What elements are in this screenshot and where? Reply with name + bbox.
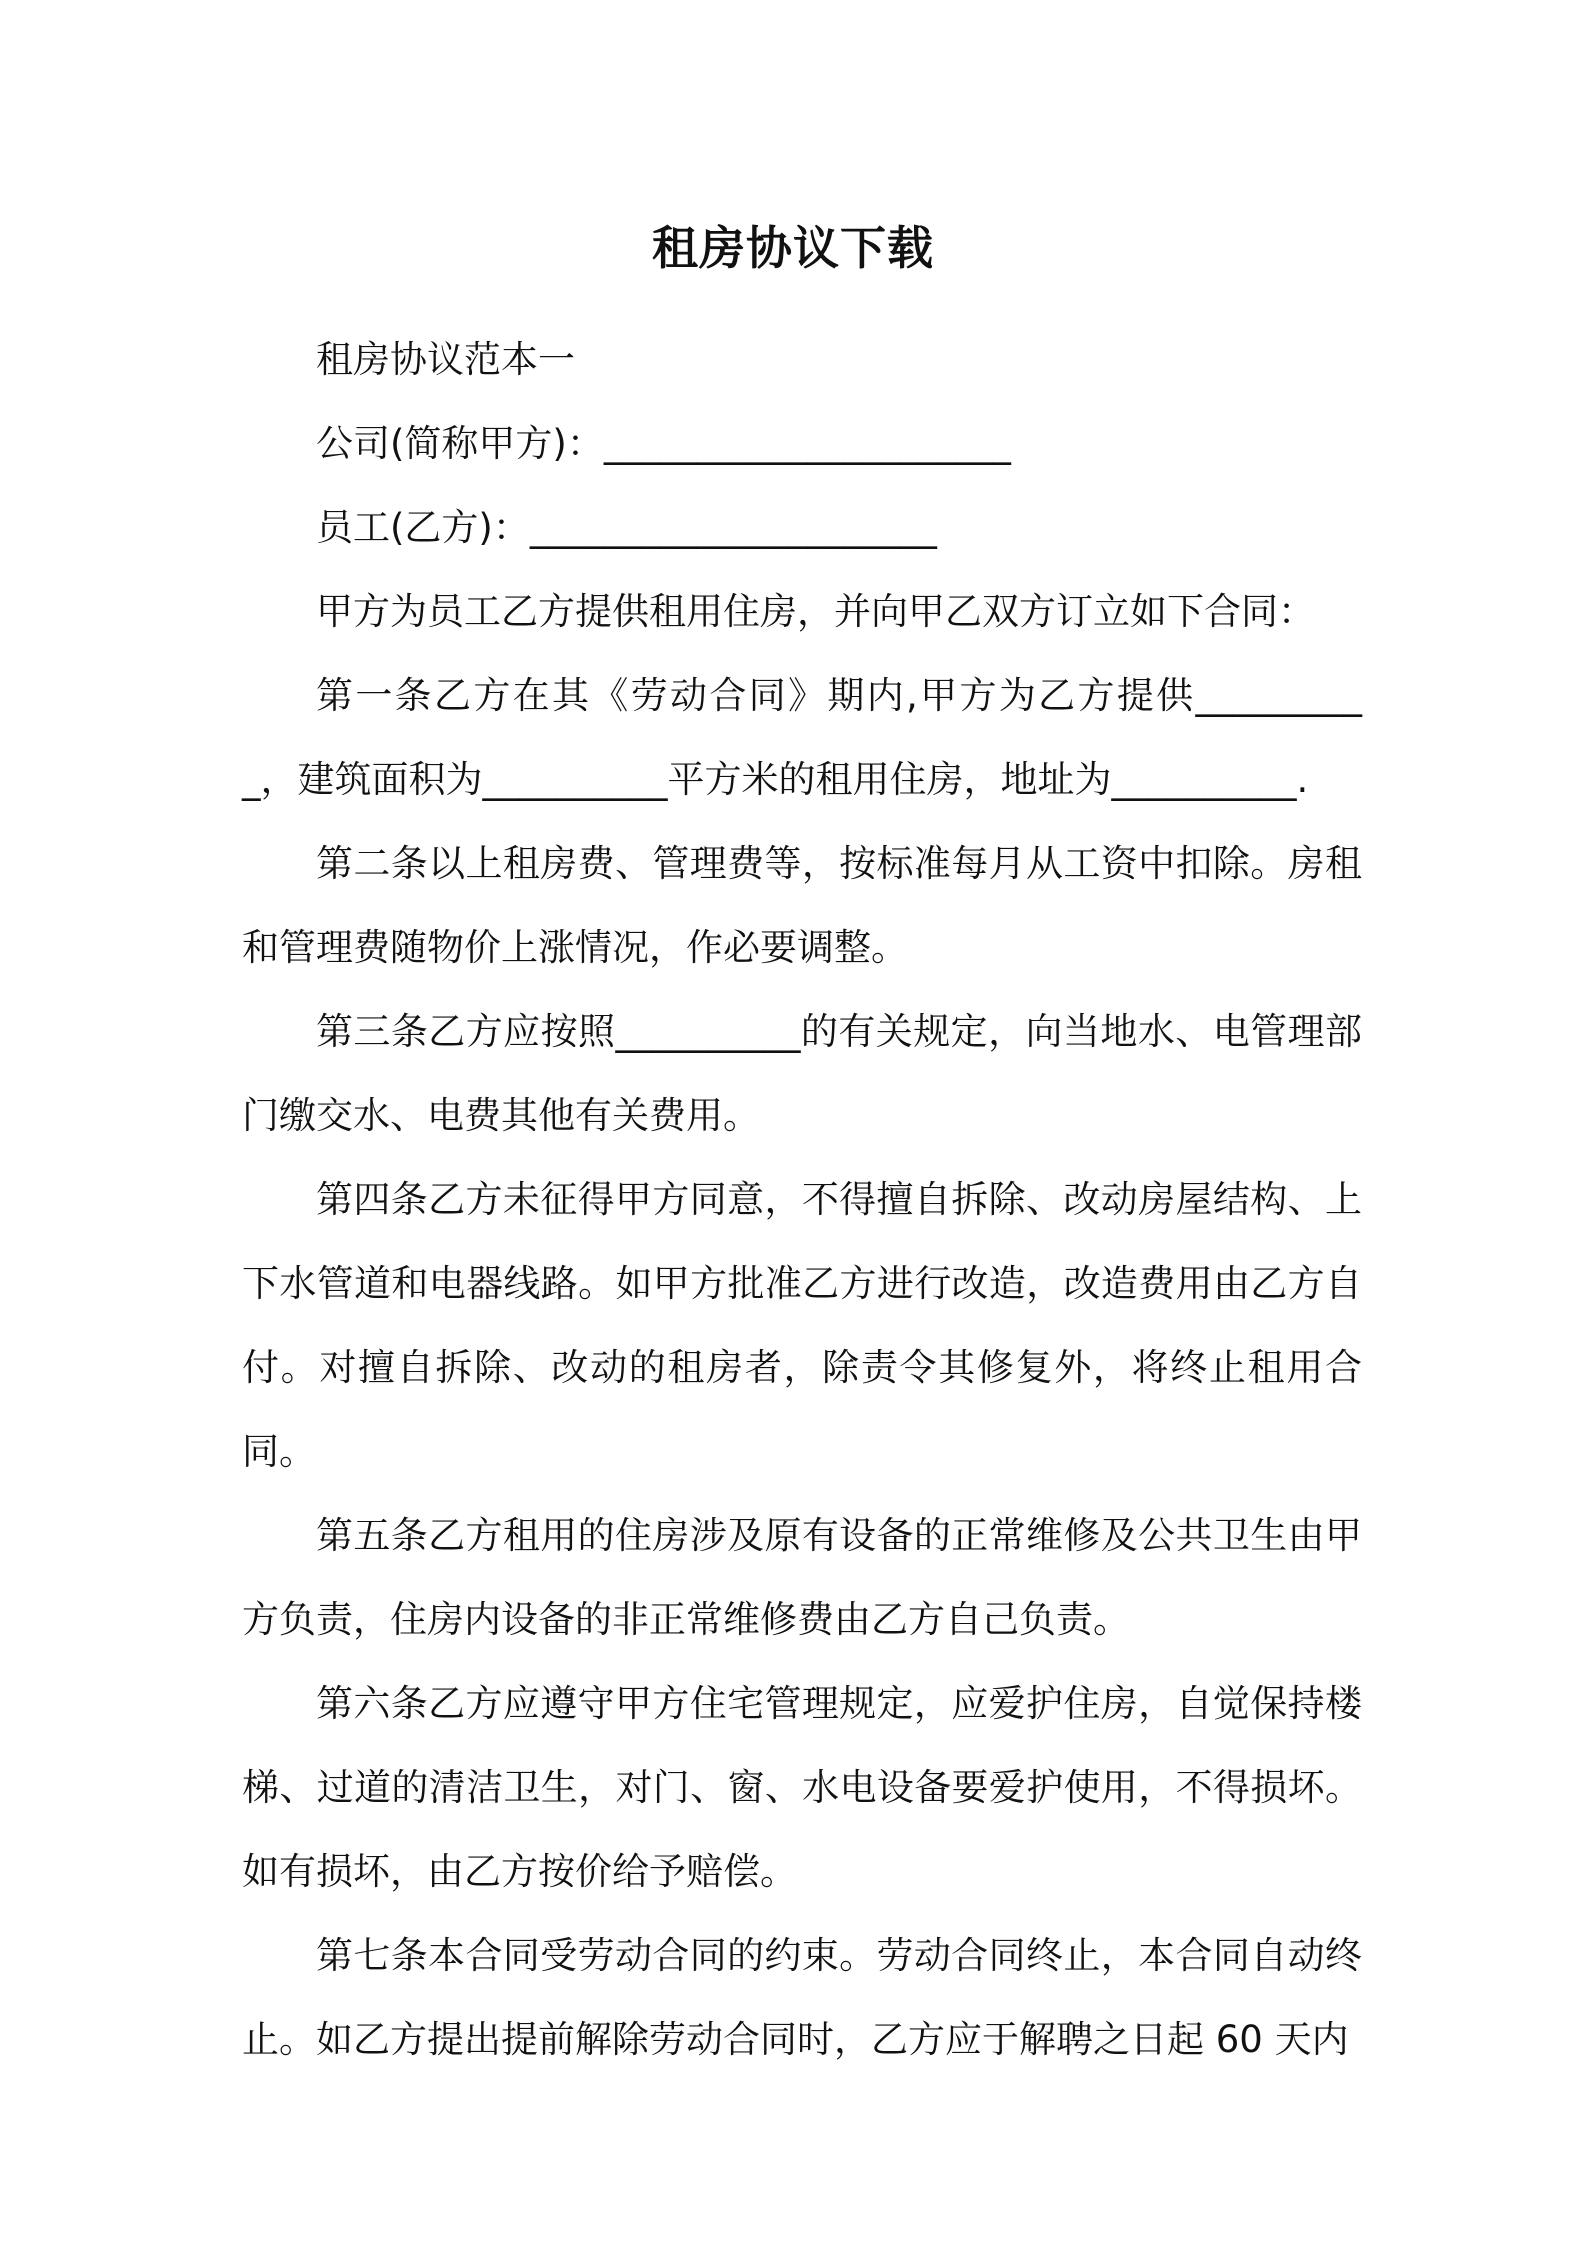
document-title: 租房协议下载 <box>652 221 934 275</box>
document-body <box>242 318 1362 2082</box>
article-2: 第二条以上租房费、管理费等，按标准每月从工资中扣除。房租和管理费随物价上涨情况，作必要调整。 <box>242 842 1362 969</box>
party-a-line: 公司(简称甲方)：______________________ <box>316 422 1011 465</box>
article-4: 第四条乙方未征得甲方同意，不得擅自拆除、改动房屋结构、上下水管道和电器线路。如甲方批准乙方进行改造，改造费用由乙方自付。对擅自拆除、改动的租房者，除责令其修复外，将终止租用合同。 <box>242 1178 1362 1473</box>
preamble-paragraph: 甲方为员工乙方提供租用住房，并向甲乙双方订立如下合同： <box>316 590 1315 633</box>
article-3: 第三条乙方应按照__________的有关规定，向当地水、电管理部门缴交水、电费其他有关费用。 <box>242 1010 1362 1137</box>
party-b-line: 员工(乙方)：______________________ <box>316 506 937 549</box>
article-1: 第一条乙方在其《劳动合同》期内,甲方为乙方提供__________，建筑面积为__________平方米的租用住房，地址为__________. <box>242 674 1362 801</box>
article-6: 第六条乙方应遵守甲方住宅管理规定，应爱护住房，自觉保持楼梯、过道的清洁卫生，对门、窗、水电设备要爱护使用，不得损坏。如有损坏，由乙方按价给予赔偿。 <box>242 1682 1362 1893</box>
sample-heading: 租房协议范本一 <box>316 338 575 381</box>
article-7: 第七条本合同受劳动合同的约束。劳动合同终止，本合同自动终止。如乙方提出提前解除劳动合同时，乙方应于解聘之日起 60 天内 <box>242 1934 1362 2061</box>
article-5: 第五条乙方租用的住房涉及原有设备的正常维修及公共卫生由甲方负责，住房内设备的非正常维修费由乙方自己负责。 <box>242 1514 1362 1641</box>
